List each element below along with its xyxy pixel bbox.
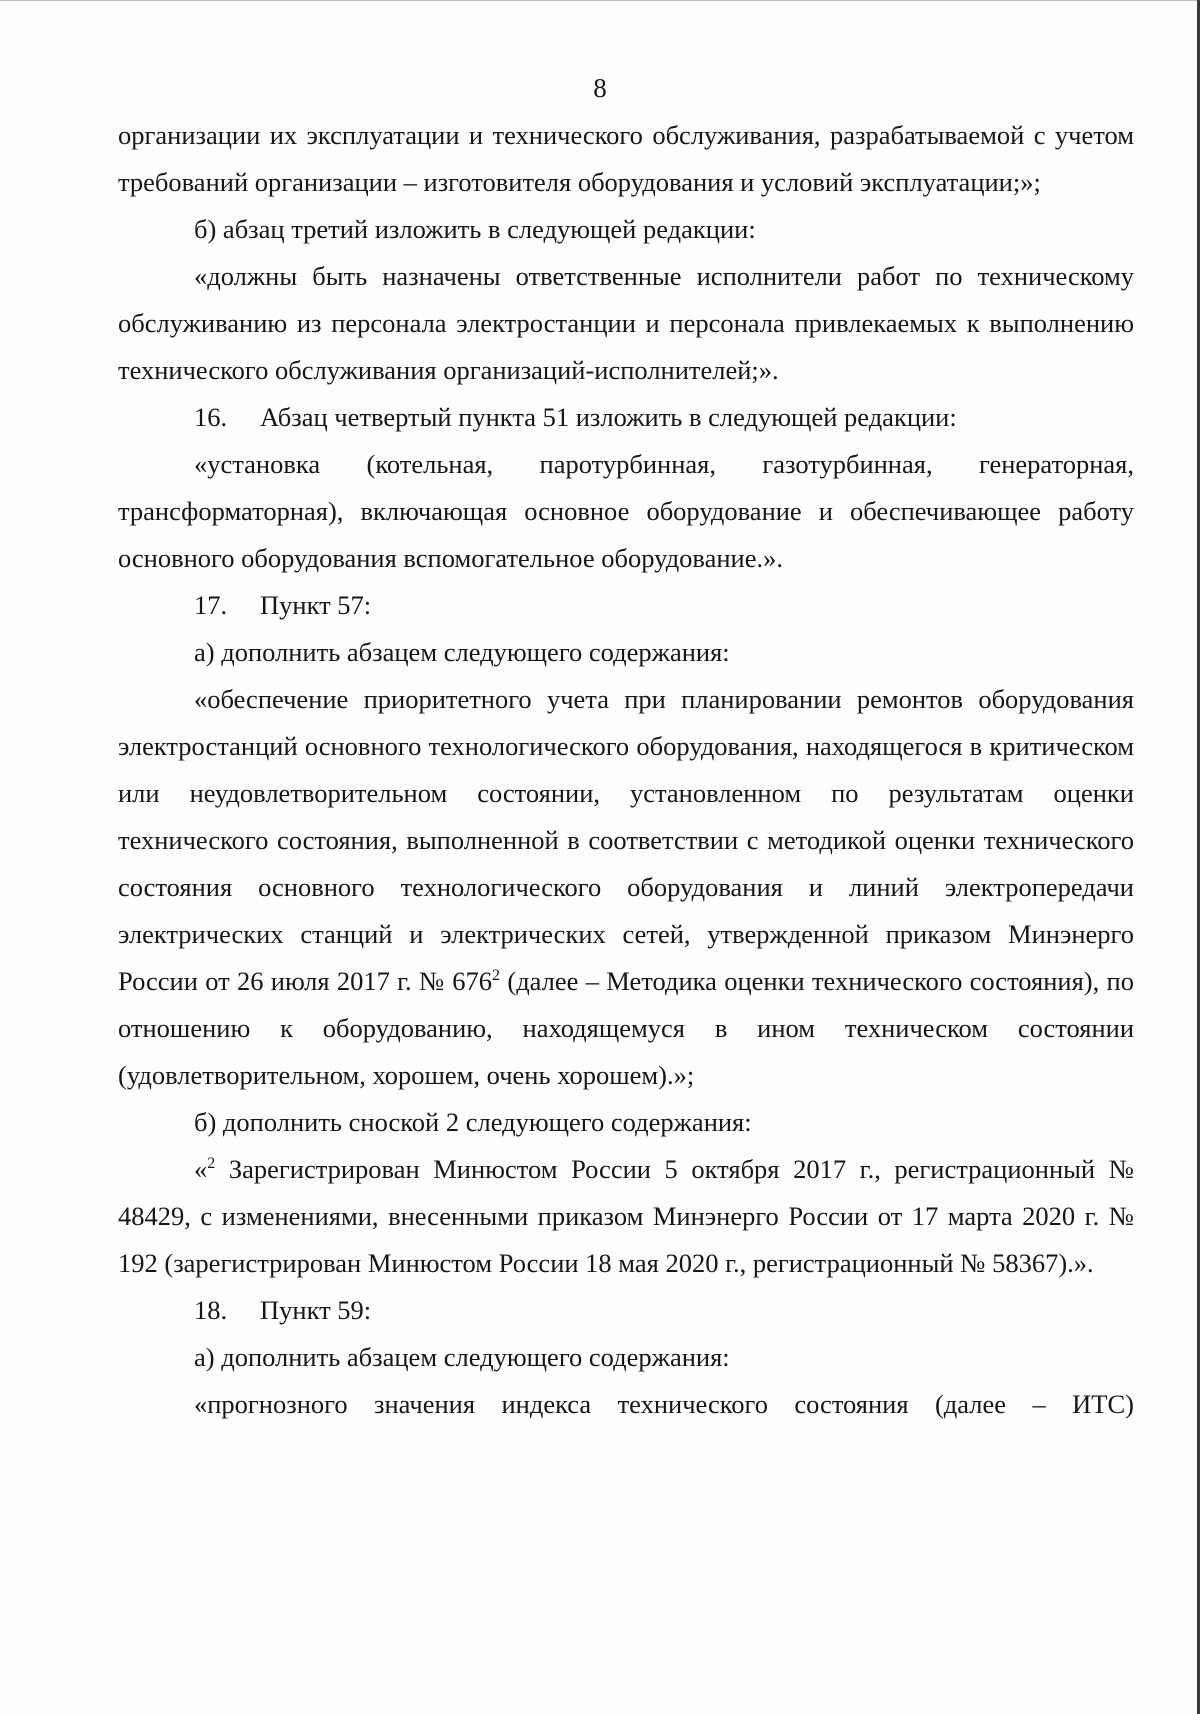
list-item-17	[118, 582, 1134, 629]
list-item-18	[118, 1287, 1134, 1334]
item-number: 18.	[194, 1295, 228, 1325]
quote-open: «	[194, 1154, 208, 1184]
paragraph-subitem-b: б) абзац третий изложить в следующей редакции:	[194, 214, 756, 244]
paragraph-continuation: организации их эксплуатации и технического обслуживания, разрабатываемой с учетом требований организации – изготовителя оборудования и условий эксплуатации;»;	[118, 120, 1134, 197]
paragraph-quote-priority	[118, 676, 1134, 1099]
document-body	[118, 112, 1134, 1428]
paragraph-quote-installation: «установка (котельная, паротурбинная, газотурбинная, генераторная, трансформаторная), включающая основное оборудование и обеспечивающее работу основного оборудования вспомогательное оборудование.».	[118, 449, 1134, 573]
text-segment: «обеспечение приоритетного учета при планировании ремонтов оборудования электростанций основного технологического оборудования, находящегося в критическом или неудовлетворительном состоянии, установленном по результатам оценки технического состояния, выполненной в соответствии с методикой оценки технического состояния основного технологического оборудования и линий электропередачи электрических станций и электрических сетей, утвержденной приказом Минэнерго России от 26 июля 2017 г. № 676	[118, 684, 1134, 996]
footnote-mark: 2	[207, 1155, 216, 1172]
page-number: 8	[593, 73, 607, 103]
item-text: Пункт 59:	[260, 1295, 372, 1325]
paragraph-quote-forecast: «прогнозного значения индекса технического состояния (далее – ИТС)	[194, 1389, 1134, 1419]
text-segment: (далее – Методика оценки технического состояния), по отношению к оборудованию, находящемуся в ином техническом состоянии (удовлетворительном, хорошем, очень хорошем).»;	[118, 966, 1134, 1090]
footnote-mark: 2	[492, 967, 501, 984]
paragraph-subitem-a: а) дополнить абзацем следующего содержания:	[194, 637, 730, 667]
item-text: Пункт 57:	[260, 590, 372, 620]
scan-edge-top	[0, 0, 1200, 1]
paragraph-subitem-a-2: а) дополнить абзацем следующего содержания:	[194, 1342, 730, 1372]
item-number: 17.	[194, 590, 228, 620]
text-segment: Зарегистрирован Минюстом России 5 октября 2017 г., регистрационный № 48429, с изменениями, внесенными приказом Минэнерго России от 17 марта 2020 г. № 192 (зарегистрирован Минюстом России 18 мая 2020 г., регистрационный № 58367).».	[118, 1154, 1134, 1278]
item-number: 16.	[194, 402, 228, 432]
paragraph-footnote-text	[118, 1146, 1134, 1287]
paragraph-quote-responsible: «должны быть назначены ответственные исполнители работ по техническому обслуживанию из персонала электростанции и персонала привлекаемых к выполнению технического обслуживания организаций-исполнителей;».	[118, 261, 1134, 385]
list-item-16	[118, 394, 1134, 441]
paragraph-subitem-b-footnote: б) дополнить сноской 2 следующего содержания:	[194, 1107, 752, 1137]
item-text: Абзац четвертый пункта 51 изложить в следующей редакции:	[260, 402, 957, 432]
